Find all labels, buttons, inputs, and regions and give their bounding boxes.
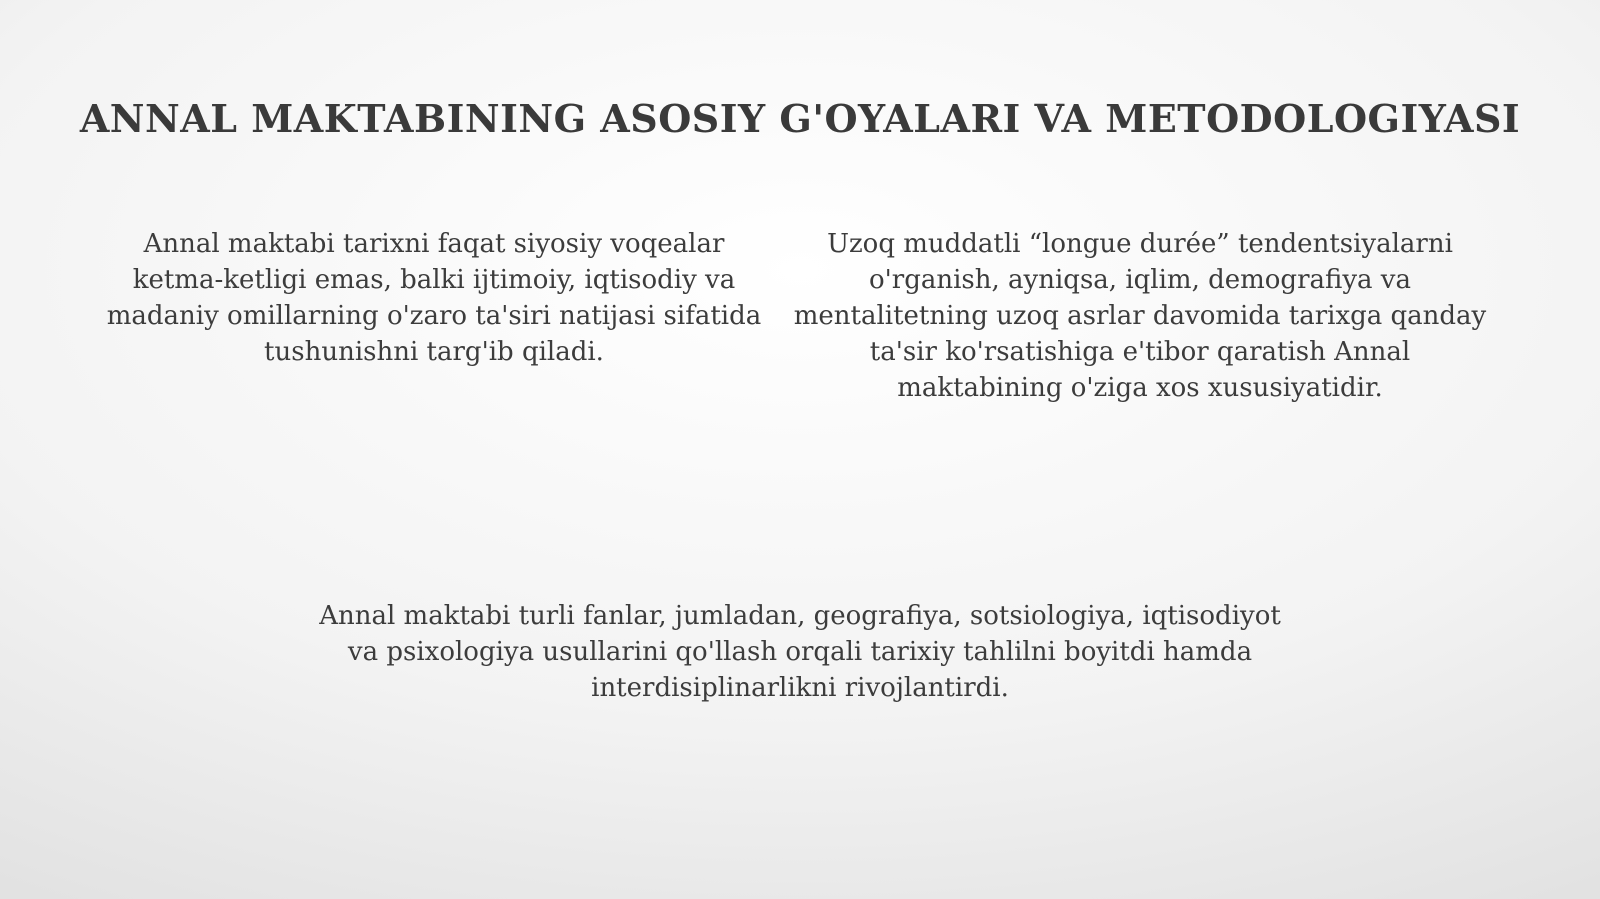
paragraph-left: Annal maktabi tarixni faqat siyosiy voqealar ketma-ketligi emas, balki ijtimoiy, iqtisodiy va madaniy omillarning o'zaro ta'siri natijasi sifatida tushunishni targ'ib qiladi. xyxy=(106,229,762,367)
paragraph-right: Uzoq muddatli “longue durée” tendentsiyalarni o'rganish, ayniqsa, iqlim, demografiya va mentalitetning uzoq asrlar davomida tarixga qanday ta'sir ko'rsatishiga e'tibor qaratish Annal maktabining o'ziga xos xususiyatidir. xyxy=(793,229,1487,403)
slide-title: ANNAL MAKTABINING ASOSIY G'OYALARI VA METODOLOGIYASI xyxy=(79,96,1521,142)
paragraph-bottom: Annal maktabi turli fanlar, jumladan, geografiya, sotsiologiya, iqtisodiyot va psixologiya usullarini qo'llash orqali tarixiy tahlilni boyitdi hamda interdisiplinarlikni rivojlantirdi. xyxy=(319,601,1281,703)
